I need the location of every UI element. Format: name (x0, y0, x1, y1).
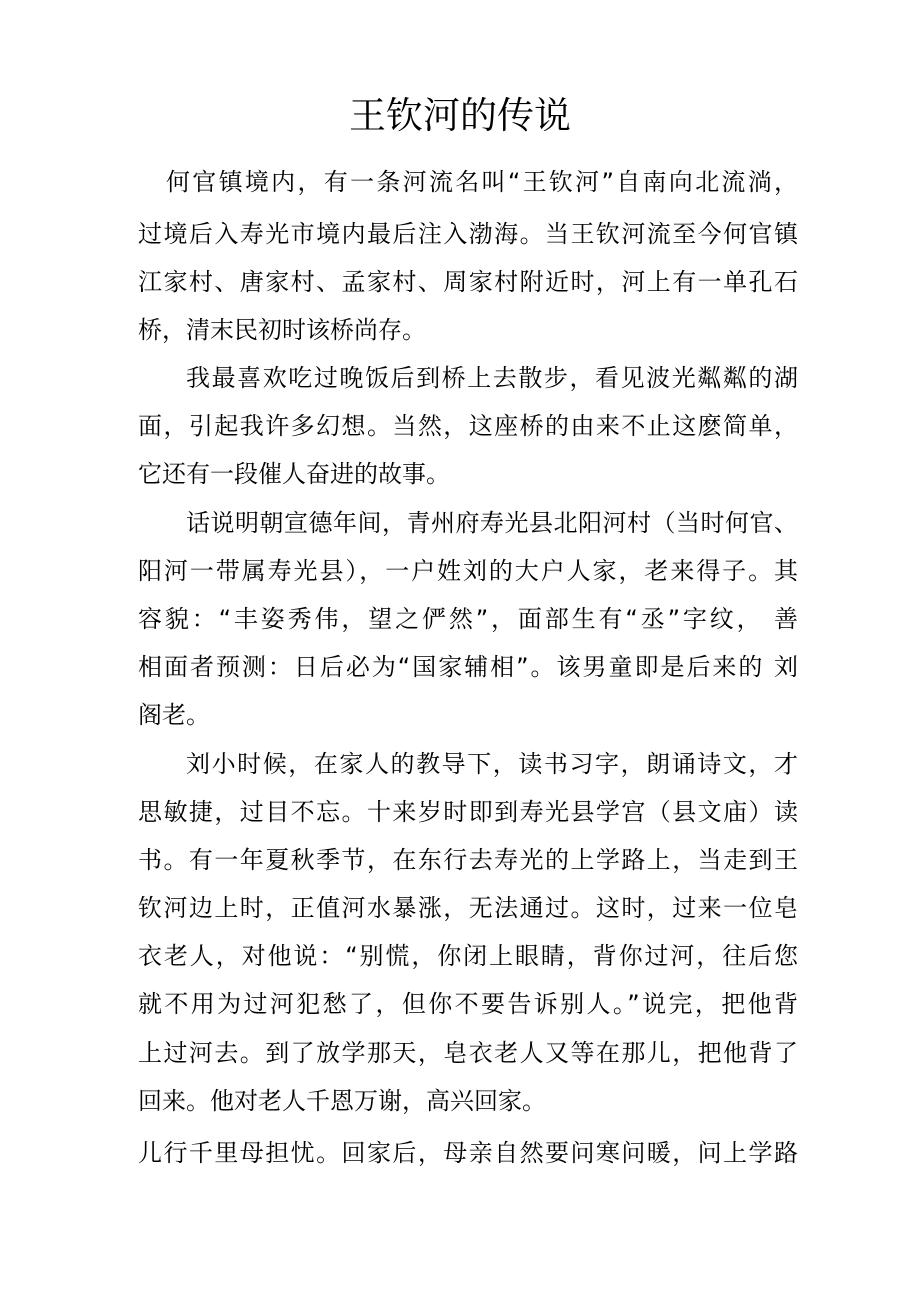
text-line: 刘小时候，在家人的教导下，读书习字，朗诵诗文，才 (186, 750, 798, 778)
text-line: 儿行千里母担忧。回家后，母亲自然要问寒问暖，问上学路 (138, 1139, 798, 1167)
text-line: 阳河一带属寿光县），一户姓刘的大户人家，老来得子。其 (138, 557, 798, 585)
text-line: 过境后入寿光市境内最后注入渤海。当王钦河流至今何官镇 (138, 220, 798, 248)
text-line: 桥，清末民初时该桥尚存。 (138, 316, 426, 344)
text-line: 话说明朝宣德年间，青州府寿光县北阳河村（当时何官、 (186, 509, 798, 537)
text-line: 衣老人，对他说：“别慌，你闭上眼睛，背你过河，往后您 (138, 942, 798, 970)
text-line: 阁老。 (138, 701, 210, 729)
text-line: 相面者预测：日后必为“国家辅相”。该男童即是后来的 刘 (138, 653, 798, 681)
text-line: 就不用为过河犯愁了，但你不要告诉别人。”说完，把他背 (138, 990, 798, 1018)
text-line: 江家村、唐家村、孟家村、周家村附近时，河上有一单孔石 (138, 268, 798, 296)
text-line: 钦河边上时，正值河水暴涨，无法通过。这时，过来一位皂 (138, 894, 798, 922)
text-line: 上过河去。到了放学那天，皂衣老人又等在那儿，把他背了 (138, 1039, 798, 1067)
text-line: 何官镇境内，有一条河流名叫“王钦河”自南向北流淌， (166, 168, 798, 196)
text-line: 思敏捷，过目不忘。十来岁时即到寿光县学宫（县文庙）读 (138, 798, 798, 826)
text-line: 我最喜欢吃过晚饭后到桥上去散步，看见波光粼粼的湖 (186, 364, 798, 392)
text-line: 回来。他对老人千恩万谢，高兴回家。 (138, 1087, 546, 1115)
text-line: 它还有一段催人奋进的故事。 (138, 460, 450, 488)
text-line: 书。有一年夏秋季节，在东行去寿光的上学路上，当走到王 (138, 846, 798, 874)
document-title: 王钦河的传说 (349, 94, 571, 137)
text-line: 容貌：“丰姿秀伟，望之俨然”，面部生有“丞”字纹， 善 (138, 605, 798, 633)
text-line: 面，引起我许多幻想。当然，这座桥的由来不止这麽简单， (138, 412, 798, 440)
